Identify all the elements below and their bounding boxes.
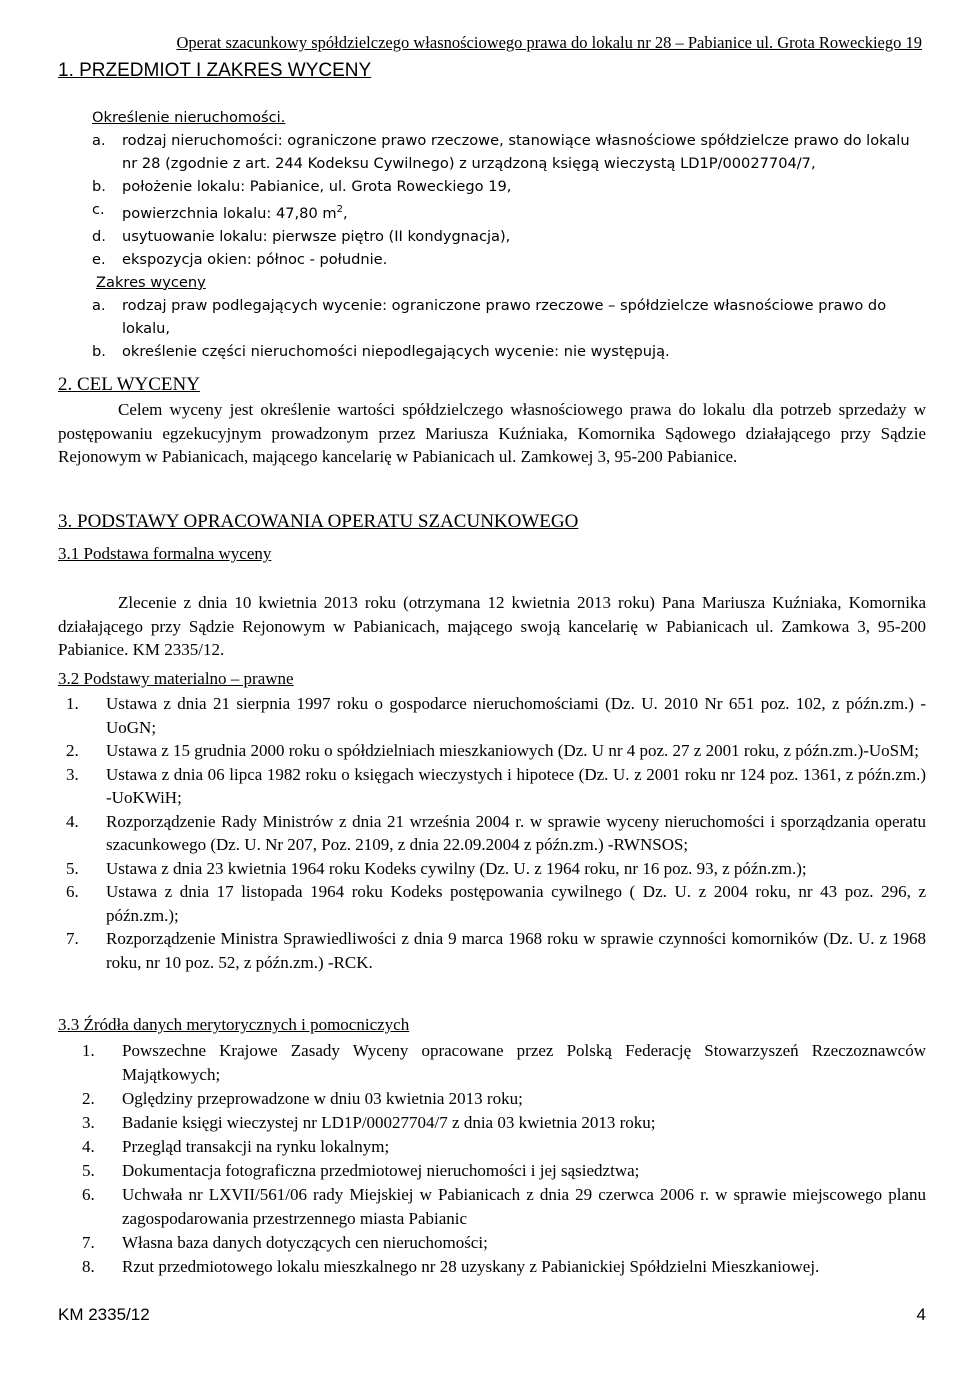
list-text: Uchwała nr LXVII/561/06 rady Miejskiej w Pabianicach z dnia 29 czerwca 2006 r. w sprawie miejscowego planu zagospodarowania przestrzennego miasta Pabianic xyxy=(122,1185,926,1228)
superscript: 2 xyxy=(336,204,343,215)
list-item xyxy=(82,1159,926,1183)
list-label: 1. xyxy=(82,1041,95,1060)
page-header: Operat szacunkowy spółdzielczego własnościowego prawa do lokalu nr 28 – Pabianice ul. Grota Roweckiego 19 xyxy=(176,33,922,52)
list-text: Rzut przedmiotowego lokalu mieszkalnego nr 28 uzyskany z Pabianickiej Spółdzielni Mieszkaniowej. xyxy=(122,1257,820,1276)
list-text: położenie lokalu: Pabianice, ul. Grota Roweckiego 19, xyxy=(122,178,512,195)
list-item xyxy=(66,857,926,881)
section2-paragraph: Celem wyceny jest określenie wartości spółdzielczego własnościowego prawa do lokalu dla potrzeb sprzedaży w postępowaniu egzekucyjnym prowadzonym przez Mariusza Kuźniaka, Komornika Sądowego działającego przy Sądzie Rejonowym w Pabianicach, mającego kancelarię w Pabianicach ul. Zamkowej 3, 95-200 Pabianice. xyxy=(58,400,926,466)
list-label: 5. xyxy=(82,1161,95,1180)
property-list xyxy=(92,129,928,271)
list-text: Powszechne Krajowe Zasady Wyceny opracowane przez Polską Federację Stowarzyszeń Rzeczoznawców Majątkowych; xyxy=(122,1041,926,1084)
list-label: 7. xyxy=(82,1233,95,1252)
list-label: 6. xyxy=(66,882,79,901)
list-item xyxy=(82,1231,926,1255)
list-text: Rozporządzenie Rady Ministrów z dnia 21 września 2004 r. w sprawie wyceny nieruchomości i sporządzania operatu szacunkowego (Dz. U. Nr 207, Poz. 2109, z dnia 22.09.2004 z późn.zm.) -RWNSOS; xyxy=(106,811,926,854)
list-item xyxy=(92,225,928,248)
list-text: Ustawa z dnia 21 sierpnia 1997 roku o gospodarce nieruchomościami (Dz. U. 2010 Nr 651 poz. 102, z późn.zm.) -UoGN; xyxy=(106,694,926,737)
list-text: Ustawa z dnia 23 kwietnia 1964 roku Kodeks cywilny (Dz. U. z 1964 roku, nr 16 poz. 93, z późn.zm.); xyxy=(106,858,807,878)
section1-subheading: Określenie nieruchomości. xyxy=(92,109,286,126)
list-item xyxy=(66,739,926,763)
list-text-tail: , xyxy=(342,204,348,222)
list-text: określenie części nieruchomości niepodlegających wycenie: nie występują. xyxy=(122,342,670,360)
list-item xyxy=(82,1255,926,1279)
list-item xyxy=(92,129,928,175)
section3-heading: 3. PODSTAWY OPRACOWANIA OPERATU SZACUNKOWEGO xyxy=(58,511,579,532)
scope-heading: Zakres wyceny xyxy=(96,273,206,291)
scope-list xyxy=(92,294,928,363)
list-item xyxy=(92,294,928,340)
list-item xyxy=(66,763,926,810)
list-text: usytuowanie lokalu: pierwsze piętro (II kondygnacja), xyxy=(122,227,511,245)
list-text: Ustawa z dnia 06 lipca 1982 roku o księgach wieczystych i hipotece (Dz. U. z 2001 roku nr 124 poz. 1361, z późn.zm.) -UoKWiH; xyxy=(106,764,926,807)
list-text: rodzaj nieruchomości: ograniczone prawo rzeczowe, stanowiące własnościowe spółdzielcze prawo do lokalu nr 28 (zgodnie z art. 244 Kodeksu Cywilnego) z urządzoną księgą wieczystą LD1P/00027704/7, xyxy=(122,132,910,172)
section31-heading: 3.1 Podstawa formalna wyceny xyxy=(58,544,272,563)
list-label: 1. xyxy=(66,694,79,713)
list-text: powierzchnia lokalu: 47,80 m xyxy=(122,204,337,222)
list-text: rodzaj praw podlegających wycenie: ograniczone prawo rzeczowe – spółdzielcze własnościowe prawo do lokalu, xyxy=(122,296,887,337)
list-item xyxy=(66,692,926,739)
list-text: ekspozycja okien: północ - południe. xyxy=(122,250,388,268)
list-label: 4. xyxy=(82,1137,95,1156)
list-label: 4. xyxy=(66,811,79,831)
list-item xyxy=(92,198,928,225)
list-item xyxy=(82,1183,926,1231)
section2-heading: 2. CEL WYCENY xyxy=(58,374,200,395)
list-label: b. xyxy=(92,342,106,360)
list-label: 7. xyxy=(66,929,79,948)
list-label: a. xyxy=(92,132,106,149)
list-text: Dokumentacja fotograficzna przedmiotowej nieruchomości i jej sąsiedztwa; xyxy=(122,1161,640,1180)
list-item xyxy=(82,1087,926,1111)
list-item xyxy=(66,880,926,927)
list-text: Przegląd transakcji na rynku lokalnym; xyxy=(122,1137,390,1156)
list-item xyxy=(66,810,926,857)
list-item xyxy=(66,927,926,974)
list-label: d. xyxy=(92,227,106,245)
list-label: 2. xyxy=(66,741,79,760)
list-label: e. xyxy=(92,250,106,268)
list-item xyxy=(92,248,928,271)
list-item xyxy=(92,175,928,198)
sources-list xyxy=(82,1039,926,1279)
list-label: b. xyxy=(92,178,106,195)
footer-case-number: KM 2335/12 xyxy=(58,1305,150,1324)
list-text: Ustawa z 15 grudnia 2000 roku o spółdzielniach mieszkaniowych (Dz. U nr 4 poz. 27 z 2001 roku, z późn.zm.)-UoSM; xyxy=(106,741,919,760)
list-item xyxy=(82,1135,926,1159)
section33-heading: 3.3 Źródła danych merytorycznych i pomocniczych xyxy=(58,1015,410,1034)
list-label: 2. xyxy=(82,1089,95,1108)
list-label: 3. xyxy=(82,1113,95,1132)
footer-page-number: 4 xyxy=(916,1305,926,1324)
list-label: c. xyxy=(92,201,105,218)
list-label: 3. xyxy=(66,764,79,784)
list-item xyxy=(92,340,928,363)
list-item xyxy=(82,1039,926,1087)
list-label: 8. xyxy=(82,1257,95,1276)
list-label: a. xyxy=(92,296,106,314)
section31-paragraph: Zlecenie z dnia 10 kwietnia 2013 roku (otrzymana 12 kwietnia 2013 roku) Pana Mariusza Kuźniaka, Komornika działającego przy Sądzie Rejonowym w Pabianicach, mającego swoją kancelarię w Pabianicach ul. Zamkowa 3, 95-200 Pabianice. KM 2335/12. xyxy=(58,593,926,659)
section1-heading: 1. PRZEDMIOT I ZAKRES WYCENY xyxy=(58,60,372,81)
legal-basis-list xyxy=(66,692,926,974)
list-label: 6. xyxy=(82,1185,95,1204)
list-label: 5. xyxy=(66,858,79,878)
list-item xyxy=(82,1111,926,1135)
section1-body xyxy=(92,106,928,363)
list-text: Oględziny przeprowadzone w dniu 03 kwietnia 2013 roku; xyxy=(122,1089,523,1108)
list-text: Rozporządzenie Ministra Sprawiedliwości z dnia 9 marca 1968 roku w sprawie czynności komorników (Dz. U. z 1968 roku, nr 10 poz. 52, z późn.zm.) -RCK. xyxy=(106,929,926,972)
list-text: Własna baza danych dotyczących cen nieruchomości; xyxy=(122,1233,488,1252)
section32-heading: 3.2 Podstawy materialno – prawne xyxy=(58,669,294,688)
list-text: Ustawa z dnia 17 listopada 1964 roku Kodeks postępowania cywilnego ( Dz. U. z 2004 roku, nr 43 poz. 296, z późn.zm.); xyxy=(106,882,926,925)
list-text: Badanie księgi wieczystej nr LD1P/00027704/7 z dnia 03 kwietnia 2013 roku; xyxy=(122,1113,656,1132)
